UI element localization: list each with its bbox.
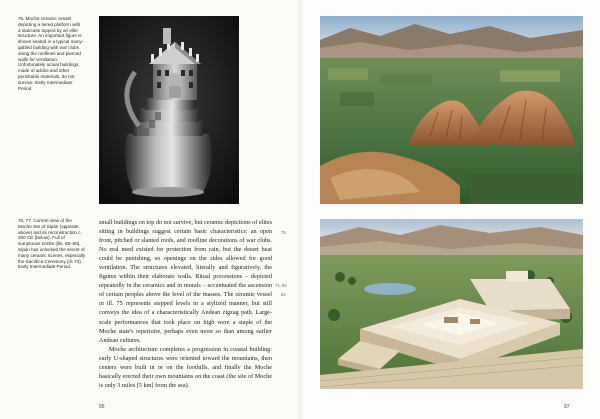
caption-fig-76-77-text: 76, 77. Current view of the Moche site of Sipán (opposite, above) and its reconstruction c. 300 CE (below). Full of sumptuous tombs (ills. 83–88), Sipán has unlocked the secret of many ceramic scenes, especially the Sacrifice Ceremony (ill. 73). Early Intermediate Period. xyxy=(18,218,86,270)
margin-ref-75: 75 xyxy=(281,230,286,235)
body-text xyxy=(99,218,272,390)
page-number-right: 97 xyxy=(564,404,570,410)
book-gutter xyxy=(296,0,304,419)
margin-ref-71-82: 71, 82 xyxy=(275,283,287,288)
figure-77-sipan-reconstruction xyxy=(320,219,583,389)
body-paragraph-2: Moche architecture completes a progression in coastal building: early U-shaped structures were oriented toward the mountains, then centers were built in or on the foothills, and finally the Moche basically erected their own mountains on the coast (the site of Moche is only 3 miles [5 km] from the sea). xyxy=(99,345,272,389)
caption-fig-76-77 xyxy=(18,218,86,270)
caption-fig-75-text: 75. Moche ceramic vessel depicting a tiered platform with a staircase topped by an elite structure. An important figure is shown seated in a typical many-gabled building with war clubs along the rooflines and pierced walls for ventilation. Unfortunately actual buildings, made of adobe and other perishable materials, do not survive. Early Intermediate Period. xyxy=(18,16,84,91)
body-paragraph-1: small buildings on top do not survive, but ceramic depictions of elites sitting in buildings suggest certain basic characteristics: an open front, pitched or slanted roofs, and roofline decorations of war clubs. No real need existed for protection from rain, but the desert heat could be punishing, so openings on the sides allowed for good ventilation. The structures elevated, literally and figuratively, the figures within their elaborate walls. Ritual processions – depicted repeatedly in the ceramics and in murals – accentuated the ascension of certain peoples above the level of the masses. The ceramic vessel in ill. 75 represents stepped levels in a stylized manner, but still conveys the idea of a characteristically Andean zigzag path. Large-scale performances that took place on high were a staple of the Moche state's repertoire, perhaps even more so than among earlier Andean cultures. xyxy=(99,219,272,344)
figure-75-ceramic-vessel-photo xyxy=(99,16,239,204)
figure-76-sipan-aerial-photo xyxy=(320,16,583,204)
caption-fig-75 xyxy=(18,16,84,91)
page-number-left: 96 xyxy=(99,404,105,410)
margin-ref-83: 83 xyxy=(281,292,286,297)
